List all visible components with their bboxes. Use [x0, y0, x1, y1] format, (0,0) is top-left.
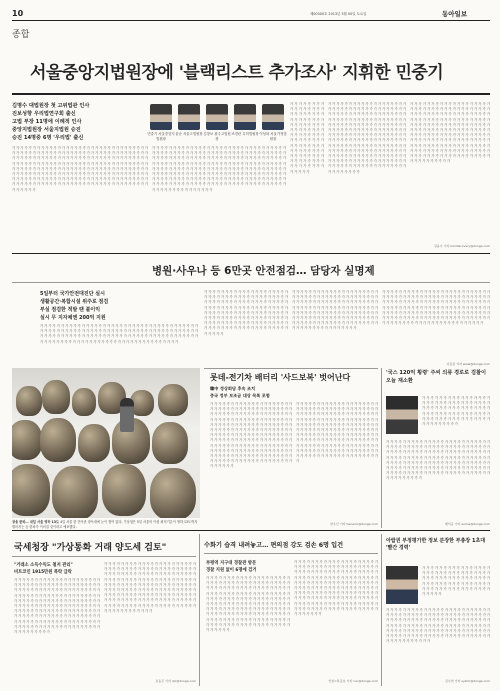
- main-subhead-1: 김명수 대법원장 첫 고위법관 인사: [12, 103, 90, 109]
- story4-portrait: [386, 396, 418, 434]
- main-headline[interactable]: 서울중앙지법원장에 '블랙리스트 추가조사' 지휘한 민중기: [30, 63, 444, 83]
- story4-body-1: 가 가 가 가 가 가 가 가 가 가 가 가 가 가 가 가 가 가 가 가 가 가 가 가 가 가 가 가 가 가 가 가 가 가 가 가 가 가 가 가 가 가 가 가 가 가 가 가 가 가 가 가 가 가 가 가 가 가 가 가 가 가 가 가 가 가 가 가 가 가 가 가 가 가 가 가 가 가 가 가 가 가 가 가 가 가 가 가 가: [422, 396, 490, 427]
- story6-left-rule: [199, 534, 200, 686]
- story7-left-rule: [381, 534, 382, 686]
- story2-headline[interactable]: 병원·사우나 등 6만곳 안전점검… 담당자 실명제: [152, 265, 375, 277]
- story7-headline[interactable]: 아랍권 부정평가한 정보 분장한 부총장 1초대 '빨간 경력': [386, 538, 486, 552]
- issue-info: 제00000호 2013년 3월 00일 토요일: [310, 12, 367, 16]
- main-body-col-c: 가 가 가 가 가 가 가 가 가 가 가 가 가 가 가 가 가 가 가 가 가 가 가 가 가 가 가 가 가 가 가 가 가 가 가 가 가 가 가 가 가 가 가 가 가 가 가 가 가 가 가 가 가 가 가 가 가 가 가 가 가 가 가 가 가 가 가 가 가 가 가 가 가 가 가 가 가 가 가 가 가 가 가 가 가 가 가 가 가 가 가 가 가 가 가 가 가 가 가 가 가 가 가 가 가 가 가 가 가 가 가 가 가 가 가 가 가 가 가 가 가 가 가 가 가 가 가 가 가 가 가 가 가 가 가 가 가 가 가 가 가 가 가 가 가 가 가 가 가 가 가 가 가 가 가 가 가 가 가 가 가 가 가 가 가 가 가 가 가 가 가 가 가 가 가 가 가 가 가 가 가 가 가 가 가 가 가 가 가 가 가 가 가 가 가 가 가 가 가 가 가 가 가 가 가 가 가 가 가 가 가 가 가 가 가 가 가 가 가: [410, 102, 490, 164]
- photo-caption: [12, 520, 200, 529]
- portrait-caption-1: 민중기 서울중앙지법원장: [147, 132, 175, 141]
- jar: [78, 424, 110, 462]
- story5-headline[interactable]: 국세청장 "가상통화 거래 양도세 검토": [14, 543, 167, 553]
- story2-body-4: 가 가 가 가 가 가 가 가 가 가 가 가 가 가 가 가 가 가 가 가 가 가 가 가 가 가 가 가 가 가 가 가 가 가 가 가 가 가 가 가 가 가 가 가 가 가 가 가 가 가 가 가 가 가 가 가 가 가 가 가 가 가 가 가 가 가 가 가 가 가 가 가 가 가 가 가 가 가 가 가 가 가 가 가 가 가 가 가 가 가 가 가 가 가 가 가 가 가 가 가 가 가 가 가 가 가 가 가 가 가 가 가 가 가 가 가 가 가 가 가 가 가 가 가 가 가 가 가 가 가 가 가 가 가 가 가 가 가 가 가 가 가 가 가 가 가 가 가 가 가 가 가 가 가 가 가 가 가 가 가 가 가 가 가 가 가 가 가 가 가 가 가 가 가 가 가 가 가 가 가 가: [382, 290, 490, 326]
- story4-body-2: 가 가 가 가 가 가 가 가 가 가 가 가 가 가 가 가 가 가 가 가 가 가 가 가 가 가 가 가 가 가 가 가 가 가 가 가 가 가 가 가 가 가 가 가 가 가 가 가 가 가 가 가 가 가 가 가 가 가 가 가 가 가 가 가 가 가 가 가 가 가 가 가 가 가 가 가 가 가 가 가 가 가 가 가 가 가 가 가 가 가 가 가 가 가 가 가 가 가 가 가 가 가 가 가 가 가 가 가 가 가 가 가 가 가 가 가 가 가 가 가 가 가 가 가 가 가 가 가 가 가 가 가 가 가 가 가 가 가 가 가 가 가 가 가 가 가 가 가 가 가 가 가 가 가 가 가 가 가 가 가 가 가 가 가 가 가 가 가 가 가 가 가 가 가 가 가 가 가 가 가 가 가 가 가: [386, 440, 490, 481]
- story7-body-1: 가 가 가 가 가 가 가 가 가 가 가 가 가 가 가 가 가 가 가 가 가 가 가 가 가 가 가 가 가 가 가 가 가 가 가 가 가 가 가 가 가 가 가 가 가 가 가 가 가 가 가 가 가 가 가 가 가 가 가 가 가 가 가 가 가 가 가 가 가 가 가 가 가 가 가 가 가 가 가 가 가 가 가 가 가: [422, 566, 490, 597]
- main-byline: 김윤수 기자 kimdiscovery@donga.com: [433, 244, 490, 248]
- jar: [16, 386, 42, 416]
- main-headline-rule: [12, 93, 490, 95]
- portrait-1: [150, 104, 172, 130]
- lower-section-rule: [12, 530, 490, 531]
- story6-body-2: 가 가 가 가 가 가 가 가 가 가 가 가 가 가 가 가 가 가 가 가 가 가 가 가 가 가 가 가 가 가 가 가 가 가 가 가 가 가 가 가 가 가 가 가 가 가 가 가 가 가 가 가 가 가 가 가 가 가 가 가 가 가 가 가 가 가 가 가 가 가 가 가 가 가 가 가 가 가 가 가 가 가 가 가 가 가 가 가 가 가 가 가 가 가 가 가 가 가 가 가 가 가 가 가 가 가 가 가 가 가 가 가 가 가 가 가 가 가 가 가 가 가 가 가 가 가 가 가 가 가 가 가 가 가 가 가 가 가 가 가 가 가 가 가 가 가 가 가 가 가 가 가 가 가 가 가 가 가 가 가 가 가 가 가 가 가 가 가 가 가 가 가 가 가 가 가 가 가 가 가 가 가 가 가 가 가 가 가 가 가 가 가 가 가 가 가 가 가 가 가 가 가 가 가 가 가 가: [294, 560, 378, 617]
- story6-headline[interactable]: 수화기 습격 내려놓고… 편의점 강도 검손 6명 입건: [204, 542, 344, 549]
- story3-subhead-2: 중국 정부 보조금 대상 목록 포함: [210, 393, 270, 398]
- paper-name: 동아일보: [442, 10, 468, 18]
- story6-body-1: 가 가 가 가 가 가 가 가 가 가 가 가 가 가 가 가 가 가 가 가 가 가 가 가 가 가 가 가 가 가 가 가 가 가 가 가 가 가 가 가 가 가 가 가 가 가 가 가 가 가 가 가 가 가 가 가 가 가 가 가 가 가 가 가 가 가 가 가 가 가 가 가 가 가 가 가 가 가 가 가 가 가 가 가 가 가 가 가 가 가 가 가 가 가 가 가 가 가 가 가 가 가 가 가 가 가 가 가 가 가 가 가 가 가 가 가 가 가 가 가 가 가 가 가 가 가 가 가 가 가 가 가 가 가 가 가 가 가 가 가 가 가 가 가 가 가 가 가 가 가 가 가 가 가 가 가 가 가 가 가 가 가 가 가 가 가 가 가 가 가 가 가 가 가 가 가 가 가 가 가 가 가 가 가 가 가 가 가 가 가 가 가 가 가 가 가 가 가 가 가 가 가 가 가 가 가: [206, 576, 290, 633]
- jars-photo: [12, 368, 200, 518]
- portrait-3: [206, 104, 228, 130]
- story3-body-2: 가 가 가 가 가 가 가 가 가 가 가 가 가 가 가 가 가 가 가 가 가 가 가 가 가 가 가 가 가 가 가 가 가 가 가 가 가 가 가 가 가 가 가 가 가 가 가 가 가 가 가 가 가 가 가 가 가 가 가 가 가 가 가 가 가 가 가 가 가 가 가 가 가 가 가 가 가 가 가 가 가 가 가 가 가 가 가 가 가 가 가 가 가 가 가 가 가 가 가 가 가 가 가 가 가 가 가 가 가 가 가 가 가 가 가 가 가 가 가 가 가 가 가 가 가 가 가 가 가 가 가 가 가 가 가 가 가 가 가 가 가 가 가 가 가 가 가 가 가 가 가 가 가 가 가 가 가 가 가 가 가 가 가 가 가 가 가 가 가 가 가 가 가 가 가 가 가 가 가 가 가 가 가 가 가 가 가 가 가 가 가 가 가 가 가 가 가 가 가 가 가 가 가 가 가 가 가 가 가 가 가 가 가 가 가 가 가 가 가 가 가: [296, 402, 378, 464]
- jar: [150, 468, 196, 518]
- portrait-caption-4: 조경란 특허법원장: [231, 132, 259, 136]
- story3-byline: 한우신 기자 hanwoo@donga.com: [330, 522, 378, 526]
- story5-body-2: 가 가 가 가 가 가 가 가 가 가 가 가 가 가 가 가 가 가 가 가 가 가 가 가 가 가 가 가 가 가 가 가 가 가 가 가 가 가 가 가 가 가 가 가 가 가 가 가 가 가 가 가 가 가 가 가 가 가 가 가 가 가 가 가 가 가 가 가 가 가 가 가 가 가 가 가 가 가 가 가 가 가 가 가 가 가 가 가 가 가 가 가 가 가 가 가 가 가 가 가 가 가 가 가 가 가 가 가 가 가 가 가 가 가 가 가 가 가 가 가 가 가 가 가 가 가 가 가 가 가 가 가 가 가 가 가 가 가 가 가 가 가 가 가 가 가 가 가 가 가 가 가 가 가 가 가 가 가 가 가 가 가 가 가 가 가 가 가 가 가 가 가 가 가 가 가 가 가 가 가 가 가 가 가 가 가 가 가 가 가 가 가 가 가 가 가 가 가 가 가 가 가 가 가 가 가 가 가 가 가: [104, 562, 196, 613]
- portrait-caption-5: 이성복 서울가정법원장: [259, 132, 287, 141]
- photo-caption-title: 장송 한파… 내일 서울 영하 13도: [12, 520, 60, 524]
- story2-rule: [12, 282, 490, 283]
- portrait-5: [262, 104, 284, 130]
- story3-top-rule: [204, 368, 378, 369]
- story5-subhead-1: "거래소 소득수익도 철저 관리": [14, 563, 73, 568]
- main-subhead-3: 고법 부장 11명에 이례적 인사: [12, 119, 82, 125]
- portrait-caption-3: 김창보 광주고법원장: [203, 132, 231, 141]
- story6-rule: [204, 553, 378, 554]
- story2-subhead-1: 5일부터 국가안전대진단 실시: [40, 291, 105, 297]
- masthead-rule: [12, 20, 490, 21]
- jar: [152, 422, 188, 464]
- jar: [72, 388, 96, 416]
- portrait-caption-2: 윤준 서울고법원장: [175, 132, 203, 136]
- main-body-col-a: 가 가 가 가 가 가 가 가 가 가 가 가 가 가 가 가 가 가 가 가 가 가 가 가 가 가 가 가 가 가 가 가 가 가 가 가 가 가 가 가 가 가 가 가 가 가 가 가 가 가 가 가 가 가 가 가 가 가 가 가 가 가 가 가 가 가 가 가 가 가 가 가 가 가 가 가 가 가 가 가 가 가 가 가 가 가 가 가 가 가 가 가 가 가 가 가 가 가 가 가 가 가 가 가 가 가 가 가 가: [290, 102, 324, 174]
- story5-body-1: 가 가 가 가 가 가 가 가 가 가 가 가 가 가 가 가 가 가 가 가 가 가 가 가 가 가 가 가 가 가 가 가 가 가 가 가 가 가 가 가 가 가 가 가 가 가 가 가 가 가 가 가 가 가 가 가 가 가 가 가 가 가 가 가 가 가 가 가 가 가 가 가 가 가 가 가 가 가 가 가 가 가 가 가 가 가 가 가 가 가 가 가 가 가 가 가 가 가 가 가 가 가 가 가 가 가 가 가 가 가 가 가 가 가 가 가 가 가 가 가 가 가 가 가 가 가 가 가 가 가 가 가 가 가 가 가 가 가 가 가 가 가 가 가 가 가 가 가 가 가 가 가 가 가 가 가 가 가 가 가 가 가 가 가 가 가 가 가 가 가 가 가 가 가 가 가 가 가 가 가 가 가 가 가 가 가 가 가 가 가 가 가 가 가 가 가 가 가 가 가 가 가 가 가 가 가 가 가 가 가 가 가 가 가 가 가 가 가 가: [14, 578, 100, 635]
- story2-subhead-4: 실시 무 지자체엔 200억 지원: [40, 315, 106, 321]
- story2-byline: 이용걸 기자 www@donga.com: [446, 362, 490, 366]
- jar: [12, 420, 42, 460]
- jar: [42, 380, 70, 414]
- portrait-2: [178, 104, 200, 130]
- story3-headline[interactable]: 롯데-전기차 배터리 '사드보복' 벗어난다: [210, 373, 351, 382]
- page-number: 10: [12, 9, 24, 18]
- main-body-lower-1: 가 가 가 가 가 가 가 가 가 가 가 가 가 가 가 가 가 가 가 가 가 가 가 가 가 가 가 가 가 가 가 가 가 가 가 가 가 가 가 가 가 가 가 가 가 가 가 가 가 가 가 가 가 가 가 가 가 가 가 가 가 가 가 가 가 가 가 가 가 가 가 가 가 가 가 가 가 가 가 가 가 가 가 가 가 가 가 가 가 가 가 가 가 가 가 가 가 가 가 가 가 가 가 가 가 가 가 가 가 가 가 가 가 가 가 가 가 가 가 가 가 가 가 가 가 가 가 가 가 가 가 가 가 가 가 가 가 가 가 가 가 가 가 가 가 가 가 가 가 가 가 가 가 가 가 가 가 가 가 가 가 가 가 가 가 가 가 가 가 가 가 가 가 가 가 가 가 가 가 가 가 가 가 가 가 가 가 가 가 가 가 가 가 가 가 가 가 가 가 가 가 가 가 가 가 가 가 가 가 가 가 가 가 가 가 가 가 가 가 가 가 가 가 가 가 가 가 가 가 가 가 가 가 가 가 가 가 가 가 가 가 가 가 가 가 가 가 가 가 가 가 가 가 가 가 가 가 가 가 가 가 가 가 가 가 가 가 가 가 가: [12, 146, 148, 192]
- jar: [52, 466, 98, 518]
- story5-rule: [12, 556, 196, 557]
- story7-portrait: [386, 566, 418, 604]
- story7-byline: 김수연 기자 sykim@donga.com: [445, 679, 490, 683]
- story2-body-3: 가 가 가 가 가 가 가 가 가 가 가 가 가 가 가 가 가 가 가 가 가 가 가 가 가 가 가 가 가 가 가 가 가 가 가 가 가 가 가 가 가 가 가 가 가 가 가 가 가 가 가 가 가 가 가 가 가 가 가 가 가 가 가 가 가 가 가 가 가 가 가 가 가 가 가 가 가 가 가 가 가 가 가 가 가 가 가 가 가 가 가 가 가 가 가 가 가 가 가 가 가 가 가 가 가 가 가 가 가 가 가 가 가 가 가 가 가 가 가 가 가 가 가 가 가 가 가 가 가 가 가 가 가 가 가 가 가 가 가 가 가 가 가 가 가 가 가 가 가 가 가 가 가 가 가 가 가 가 가 가 가 가 가: [292, 290, 378, 331]
- story6-byline: 인천=차준호 기자 run@donga.com: [328, 679, 378, 683]
- portrait-4: [234, 104, 256, 130]
- story6-subhead-1: 부평역 지구대 경찰관 방문: [206, 561, 257, 566]
- story5-byline: 조동주 기자 djc@donga.com: [155, 679, 196, 683]
- main-bottom-rule: [12, 253, 490, 254]
- jar: [40, 418, 76, 462]
- photo-caption-body: 4일 서울 한 민속촌 장독대에 눈이 쌓여 있다. 기상청은 5일 서울의 아침 최저기온이 영하 13도까지 떨어지는 등 한파가 이어질 것이라고 예보했다.: [12, 520, 198, 529]
- story4-headline[interactable]: '국스 120억 횡령' 주씨 의류 경로로 검찰이 오늘 재소환: [386, 370, 487, 384]
- main-body-lower-2: 가 가 가 가 가 가 가 가 가 가 가 가 가 가 가 가 가 가 가 가 가 가 가 가 가 가 가 가 가 가 가 가 가 가 가 가 가 가 가 가 가 가 가 가 가 가 가 가 가 가 가 가 가 가 가 가 가 가 가 가 가 가 가 가 가 가 가 가 가 가 가 가 가 가 가 가 가 가 가 가 가 가 가 가 가 가 가 가 가 가 가 가 가 가 가 가 가 가 가 가 가 가 가 가 가 가 가 가 가 가 가 가 가 가 가 가 가 가 가 가 가 가 가 가 가 가 가 가 가 가 가 가 가 가 가 가 가 가 가 가 가 가 가 가 가 가 가 가 가 가 가 가 가 가 가 가 가 가 가 가 가 가 가 가 가 가 가 가 가 가 가 가 가 가 가 가 가 가 가 가 가 가 가 가 가 가 가 가 가 가 가 가 가 가 가 가 가 가 가 가 가 가 가 가 가 가 가 가 가 가 가 가 가 가 가 가 가 가 가 가 가 가 가 가 가 가 가 가 가 가 가 가 가 가 가 가 가 가 가 가 가 가 가 가 가 가 가 가 가 가 가 가 가 가 가 가 가 가 가 가 가 가 가 가 가 가 가 가 가 가 가: [152, 146, 286, 192]
- story2-body-1: 가 가 가 가 가 가 가 가 가 가 가 가 가 가 가 가 가 가 가 가 가 가 가 가 가 가 가 가 가 가 가 가 가 가 가 가 가 가 가 가 가 가 가 가 가 가 가 가 가 가 가 가 가 가 가 가 가 가 가 가 가 가 가 가 가 가 가 가 가 가 가 가 가 가 가 가 가 가 가 가 가 가 가 가 가 가 가 가 가 가 가 가 가 가 가 가 가 가 가 가 가 가 가 가 가 가 가 가 가 가 가 가 가 가 가 가 가 가 가 가 가 가 가 가 가 가 가 가 가 가 가 가 가 가 가 가 가 가 가 가 가 가 가 가 가 가 가 가: [40, 324, 198, 344]
- story2-subhead-2: 생활공간·복합시설 위주로 점검: [40, 299, 109, 305]
- story2-subhead-3: 부실 점검한 적발 땐 불이익: [40, 307, 101, 313]
- main-subhead-4: 중앙지법원장 서울지법원 승진: [12, 127, 81, 133]
- person-figure: [120, 398, 134, 432]
- jar: [158, 384, 188, 416]
- jar: [12, 464, 50, 516]
- story4-byline: 배석준 기자 eulius@donga.com: [444, 522, 490, 526]
- jar: [102, 464, 146, 516]
- section-label: 종합: [12, 30, 30, 40]
- main-subhead-2: 진보성향 우리법연구회 출신: [12, 111, 76, 117]
- story2-body-2: 가 가 가 가 가 가 가 가 가 가 가 가 가 가 가 가 가 가 가 가 가 가 가 가 가 가 가 가 가 가 가 가 가 가 가 가 가 가 가 가 가 가 가 가 가 가 가 가 가 가 가 가 가 가 가 가 가 가 가 가 가 가 가 가 가 가 가 가 가 가 가 가 가 가 가 가 가 가 가 가 가 가 가 가 가 가 가 가 가 가 가 가 가 가 가 가 가 가 가 가 가 가 가 가 가 가 가 가 가 가 가 가 가 가 가 가 가 가 가 가 가 가 가 가 가 가 가 가 가 가 가 가 가 가 가 가 가 가 가 가 가 가 가 가 가 가 가 가 가 가 가 가 가 가 가 가 가 가 가 가 가 가 가 가 가: [204, 290, 288, 336]
- story3-subhead-1: 韓中 정상회담 후속 조치: [210, 386, 256, 391]
- story5-subhead-2: 비트코인 1915만원 폭락 급락: [14, 570, 72, 575]
- story7-body-2: 가 가 가 가 가 가 가 가 가 가 가 가 가 가 가 가 가 가 가 가 가 가 가 가 가 가 가 가 가 가 가 가 가 가 가 가 가 가 가 가 가 가 가 가 가 가 가 가 가 가 가 가 가 가 가 가 가 가 가 가 가 가 가 가 가 가 가 가 가 가 가 가 가 가 가 가 가 가 가 가 가 가 가 가 가 가 가 가 가 가 가 가 가 가 가 가 가 가 가 가 가 가 가 가 가 가 가 가 가 가 가 가 가 가 가 가 가 가 가 가 가 가 가 가 가 가 가 가 가 가 가 가 가 가 가 가 가 가 가 가 가 가 가 가 가 가 가 가 가 가 가 가 가 가 가 가 가 가 가 가 가: [386, 608, 490, 644]
- main-subhead-5: 승진 14명중 6명 '우리법' 출신: [12, 135, 84, 141]
- main-body-col-b: 가 가 가 가 가 가 가 가 가 가 가 가 가 가 가 가 가 가 가 가 가 가 가 가 가 가 가 가 가 가 가 가 가 가 가 가 가 가 가 가 가 가 가 가 가 가 가 가 가 가 가 가 가 가 가 가 가 가 가 가 가 가 가 가 가 가 가 가 가 가 가 가 가 가 가 가 가 가 가 가 가 가 가 가 가 가 가 가 가 가 가 가 가 가 가 가 가 가 가 가 가 가 가 가 가 가 가 가 가 가 가 가 가 가 가 가 가 가 가 가 가 가 가 가 가 가 가 가 가 가 가 가 가 가 가 가 가 가 가 가 가 가 가 가 가 가 가 가 가 가 가 가 가 가 가 가 가 가 가 가 가 가 가 가 가 가 가 가 가 가 가 가 가 가 가 가 가 가 가 가 가 가 가 가 가 가 가 가 가 가 가 가 가 가 가 가 가 가 가 가 가 가 가 가 가 가 가 가 가 가 가 가 가 가 가 가 가 가 가 가 가 가 가 가 가 가 가 가 가 가 가 가 가 가 가 가 가 가 가 가 가 가 가 가 가 가 가 가 가 가 가 가 가 가 가: [328, 102, 406, 174]
- story3-body-1: 가 가 가 가 가 가 가 가 가 가 가 가 가 가 가 가 가 가 가 가 가 가 가 가 가 가 가 가 가 가 가 가 가 가 가 가 가 가 가 가 가 가 가 가 가 가 가 가 가 가 가 가 가 가 가 가 가 가 가 가 가 가 가 가 가 가 가 가 가 가 가 가 가 가 가 가 가 가 가 가 가 가 가 가 가 가 가 가 가 가 가 가 가 가 가 가 가 가 가 가 가 가 가 가 가 가 가 가 가 가 가 가 가 가 가 가 가 가 가 가 가 가 가 가 가 가 가 가 가 가 가 가 가 가 가 가 가 가 가 가 가 가 가 가 가 가 가 가 가 가 가 가 가 가 가 가 가 가 가 가 가 가 가 가 가 가 가 가 가 가 가 가 가 가 가 가 가 가 가 가 가 가 가 가 가 가 가 가 가 가 가 가 가 가 가 가 가 가 가 가 가 가 가 가 가 가 가 가 가 가 가 가 가 가 가 가 가 가 가 가 가 가 가 가 가 가 가 가 가 가 가 가 가 가 가 가 가 가 가 가 가 가 가 가 가 가: [210, 402, 292, 469]
- story4-left-rule: [381, 368, 382, 528]
- story6-subhead-2: 경찰 지원 없이 6명에 검거: [206, 568, 257, 573]
